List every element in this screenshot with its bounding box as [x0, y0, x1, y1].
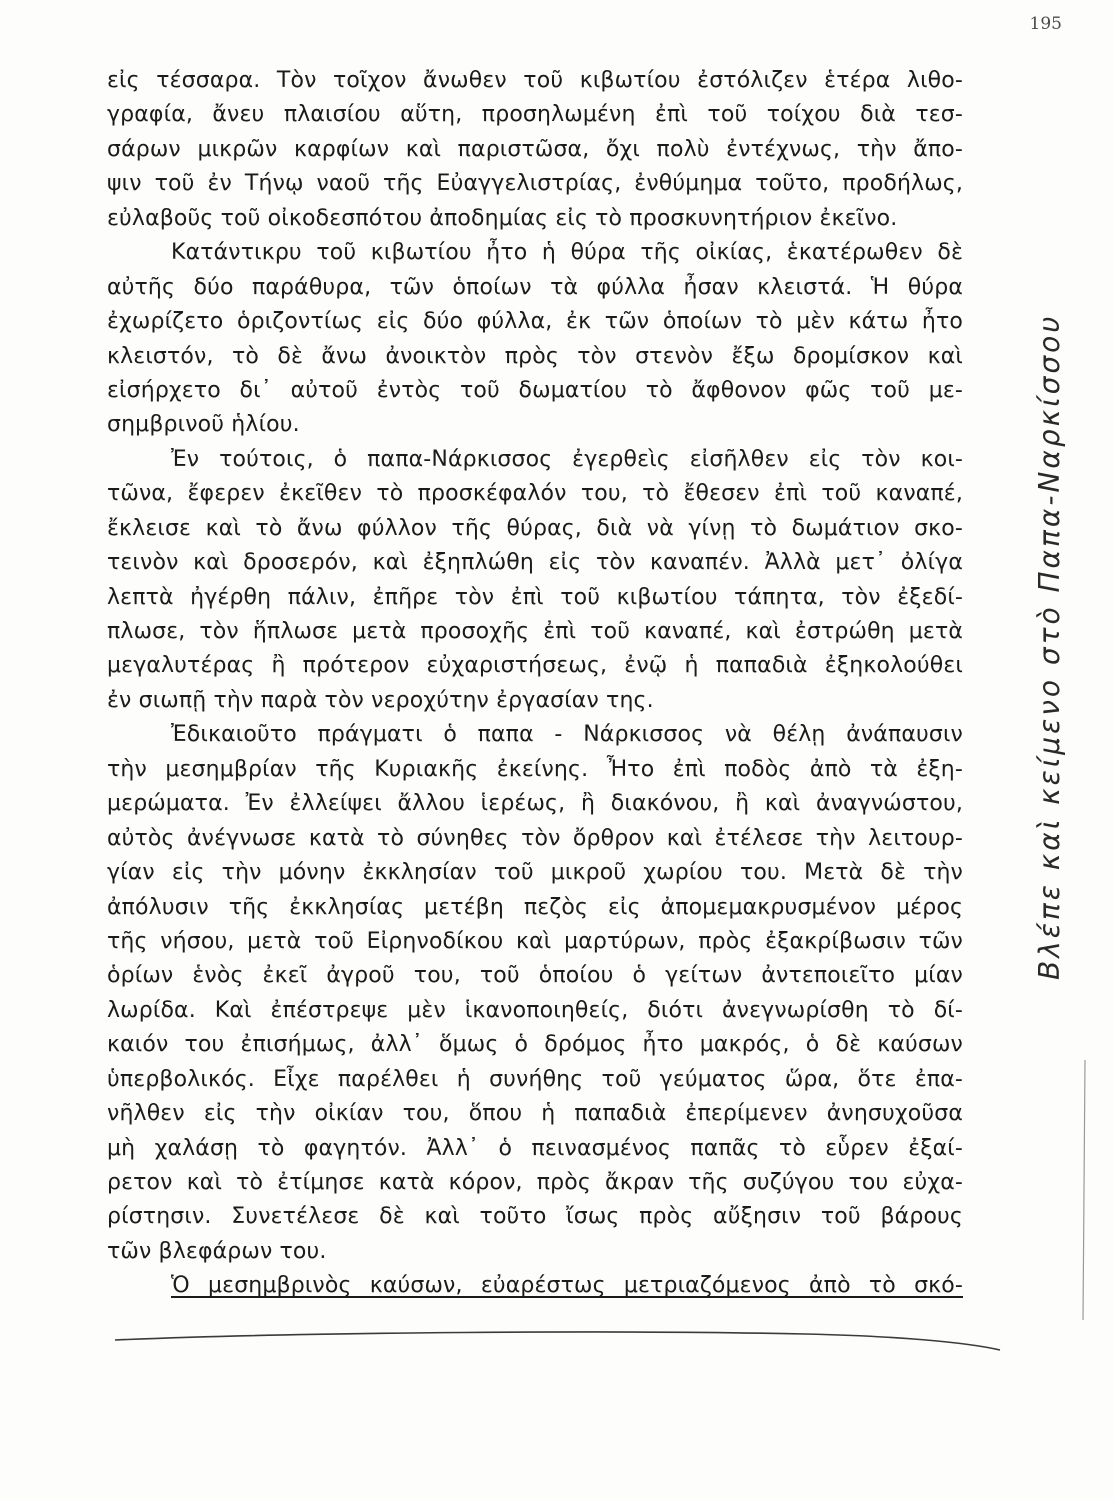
text-line: κλειστόν, τὸ δὲ ἄνω ἀνοικτὸν πρὸς τὸν στενὸν ἔξω δρομίσκον καὶ: [107, 343, 963, 369]
text-line: μὴ χαλάσῃ τὸ φαγητόν. Ἀλλ᾽ ὁ πεινασμένος παπᾶς τὸ εὗρεν ἐξαί-: [107, 1135, 963, 1161]
text-line: ἐχωρίζετο ὁριζοντίως εἰς δύο φύλλα, ἐκ τῶν ὁποίων τὸ μὲν κάτω ἦτο: [107, 309, 963, 335]
text-line: τῶνα, ἔφερεν ἐκεῖθεν τὸ προσκέφαλόν του, τὸ ἔθεσεν ἐπὶ τοῦ καναπέ,: [107, 481, 963, 507]
text-line: γίαν εἰς τὴν μόνην ἐκκλησίαν τοῦ μικροῦ χωρίου του. Μετὰ δὲ τὴν: [107, 860, 963, 886]
paragraph-start-line: Κατάντικρυ τοῦ κιβωτίου ἦτο ἡ θύρα τῆς οἰκίας, ἑκατέρωθεν δὲ: [171, 240, 963, 266]
text-line: αὐτῆς δύο παράθυρα, τῶν ὁποίων τὰ φύλλα ἦσαν κλειστά. Ἡ θύρα: [107, 274, 963, 300]
text-line: μερώματα. Ἐν ἐλλείψει ἄλλου ἱερέως, ἢ διακόνου, ἢ καὶ ἀναγνώστου,: [107, 791, 963, 817]
page-number: 195: [1029, 14, 1062, 34]
text-line: μεγαλυτέρας ἢ πρότερον εὐχαριστήσεως, ἐνῷ ἡ παπαδιὰ ἐξηκολούθει: [107, 653, 963, 679]
handwritten-margin-note: Βλέπε καὶ κείμενο στὸ Παπα-Ναρκίσσου: [1033, 313, 1066, 980]
pencil-underline: [105, 1310, 1005, 1370]
text-line: ψιν τοῦ ἐν Τήνῳ ναοῦ τῆς Εὐαγγελιστρίας, ἐνθύμημα τοῦτο, προδήλως,: [107, 171, 963, 197]
underlined-line: Ὁ μεσημβρινὸς καύσων, εὐαρέστως μετριαζόμενος ἀπὸ τὸ σκό-: [171, 1273, 963, 1299]
text-line: σάρων μικρῶν καρφίων καὶ παριστῶσα, ὄχι πολὺ ἐντέχνως, τὴν ἄπο-: [107, 136, 963, 162]
text-line: ρίστησιν. Συνετέλεσε δὲ καὶ τοῦτο ἴσως πρὸς αὔξησιν τοῦ βάρους: [107, 1204, 963, 1230]
text-line: καιόν του ἐπισήμως, ἀλλ᾽ ὅμως ὁ δρόμος ἦτο μακρός, ὁ δὲ καύσων: [107, 1032, 963, 1058]
text-line: τῆς νήσου, μετὰ τοῦ Εἰρηνοδίκου καὶ μαρτύρων, πρὸς ἐξακρίβωσιν τῶν: [107, 928, 963, 954]
text-line: λεπτὰ ἠγέρθη πάλιν, ἐπῆρε τὸν ἐπὶ τοῦ κιβωτίου τάπητα, τὸν ἐξεδί-: [107, 584, 963, 610]
paragraph-start-line: Ἐν τούτοις, ὁ παπα-Νάρκισσος ἐγερθεὶς εἰσῆλθεν εἰς τὸν κοι-: [171, 446, 963, 472]
text-line: λωρίδα. Καὶ ἐπέστρεψε μὲν ἱκανοποιηθείς, διότι ἀνεγνωρίσθη τὸ δί-: [107, 997, 963, 1023]
text-line: νῆλθεν εἰς τὴν οἰκίαν του, ὅπου ἡ παπαδιὰ ἐπερίμενεν ἀνησυχοῦσα: [107, 1101, 963, 1127]
text-line: ὁρίων ἑνὸς ἐκεῖ ἀγροῦ του, τοῦ ὁποίου ὁ γείτων ἀντεποιεῖτο μίαν: [107, 963, 963, 989]
text-line: αὐτὸς ἀνέγνωσε κατὰ τὸ σύνηθες τὸν ὄρθρον καὶ ἐτέλεσε τὴν λειτουρ-: [107, 825, 963, 851]
text-line: τὴν μεσημβρίαν τῆς Κυριακῆς ἐκείνης. Ἦτο ἐπὶ ποδὸς ἀπὸ τὰ ἐξη-: [107, 756, 963, 782]
paragraph-end-line: σημβρινοῦ ἡλίου.: [107, 412, 300, 438]
margin-pencil-mark: [1055, 1050, 1095, 1330]
text-line: ἔκλεισε καὶ τὸ ἄνω φύλλον τῆς θύρας, διὰ νὰ γίνῃ τὸ δωμάτιον σκο-: [107, 515, 963, 541]
text-line: εὐλαβοῦς τοῦ οἰκοδεσπότου ἀποδημίας εἰς τὸ προσκυνητήριον ἐκεῖνο.: [107, 205, 898, 231]
text-line: εἰς τέσσαρα. Τὸν τοῖχον ἄνωθεν τοῦ κιβωτίου ἐστόλιζεν ἑτέρα λιθο-: [107, 68, 963, 93]
text-line: εἰσήρχετο δι᾽ αὐτοῦ ἐντὸς τοῦ δωματίου τὸ ἄφθονον φῶς τοῦ με-: [107, 377, 963, 403]
text-line: γραφία, ἄνευ πλαισίου αὕτη, προσηλωμένη ἐπὶ τοῦ τοίχου διὰ τεσ-: [107, 102, 963, 128]
paragraph-start-line: Ἐδικαιοῦτο πράγματι ὁ παπα - Νάρκισσος νὰ θέλῃ ἀνάπαυσιν: [171, 722, 963, 748]
text-line: πλωσε, τὸν ἥπλωσε μετὰ προσοχῆς ἐπὶ τοῦ καναπέ, καὶ ἐστρώθη μετὰ: [107, 619, 963, 644]
paragraph-end-line: τῶν βλεφάρων του.: [107, 1238, 327, 1264]
text-line: τεινὸν καὶ δροσερόν, καὶ ἐξηπλώθη εἰς τὸν καναπέν. Ἀλλὰ μετ᾽ ὀλίγα: [107, 550, 963, 576]
paragraph-end-line: ἐν σιωπῇ τὴν παρὰ τὸν νεροχύτην ἐργασίαν της.: [107, 687, 654, 713]
body-text: [107, 64, 963, 1304]
text-line: ἀπόλυσιν τῆς ἐκκλησίας μετέβη πεζὸς εἰς ἀπομεμακρυσμένον μέρος: [107, 894, 963, 920]
text-line: ὑπερβολικός. Εἶχε παρέλθει ἡ συνήθης τοῦ γεύματος ὥρα, ὅτε ἐπα-: [107, 1066, 963, 1092]
text-line: ρετον καὶ τὸ ἐτίμησε κατὰ κόρον, πρὸς ἄκραν τῆς συζύγου του εὐχα-: [107, 1170, 963, 1195]
